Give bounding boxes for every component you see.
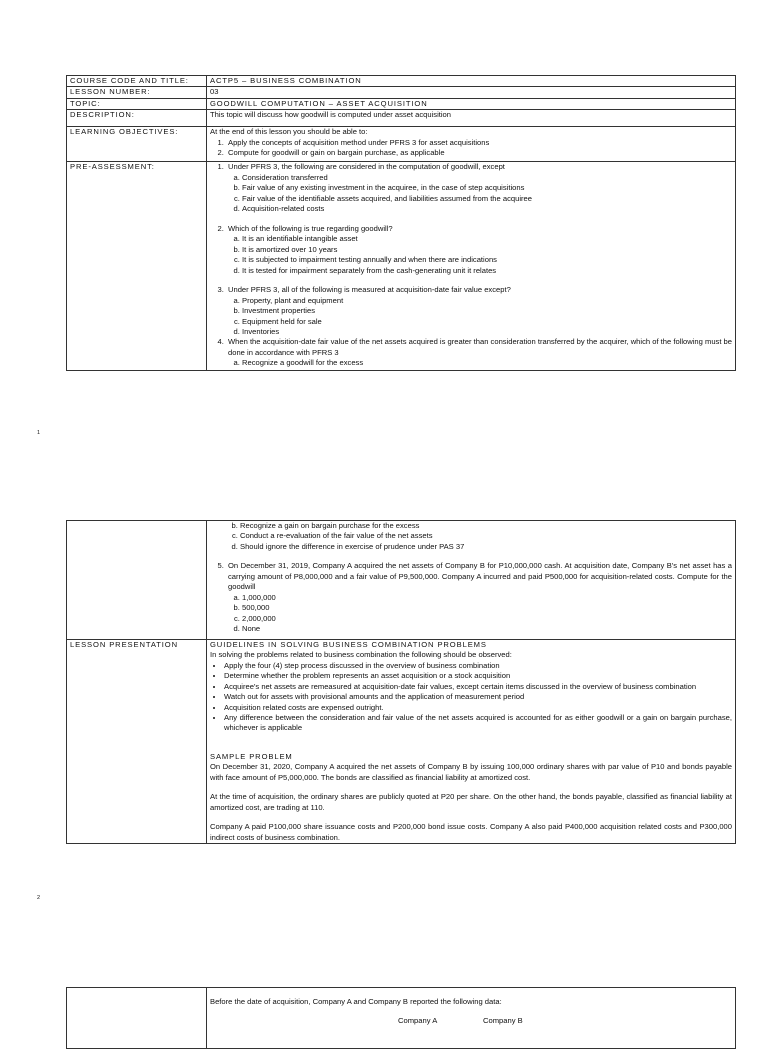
- lesson-info-table: [66, 75, 736, 371]
- question-item: [226, 285, 732, 337]
- lesson-number-value: 03: [207, 87, 736, 98]
- preassessment-continued-row: [67, 521, 736, 640]
- question-text: Under PFRS 3, all of the following is measured at acquisition-date fair value except?: [228, 285, 511, 295]
- choice-item: b. It is amortized over 10 years: [242, 245, 732, 255]
- guideline-item: • Acquisition related costs are expensed outright.: [224, 703, 732, 713]
- question-item: [226, 224, 732, 285]
- objectives-label: LEARNING OBJECTIVES:: [67, 127, 207, 162]
- choice-list: [228, 358, 732, 368]
- guidelines-list: [210, 661, 732, 734]
- question-item: [226, 561, 732, 634]
- column-header-company-b: Company B: [483, 1016, 523, 1026]
- question-text: Under PFRS 3, the following are considered in the computation of goodwill, except: [228, 162, 505, 172]
- page-number: 1: [37, 430, 41, 436]
- preassessment-questions: [210, 162, 732, 368]
- choice-item: c. It is subjected to impairment testing annually and when there are indications: [242, 255, 732, 265]
- choice-item: a. 1,000,000: [242, 593, 732, 603]
- objectives-row: [67, 127, 736, 162]
- choice-item: c. Conduct a re-evaluation of the fair value of the net assets: [240, 531, 732, 541]
- guidelines-heading: GUIDELINES IN SOLVING BUSINESS COMBINATION PROBLEMS: [210, 639, 487, 649]
- choice-item: c. 2,000,000: [242, 614, 732, 624]
- guideline-item: • Acquiree's net assets are remeasured at acquisition-date fair values, except certain items discussed in the overview of business combination: [224, 682, 732, 692]
- page-number: 2: [37, 895, 41, 901]
- choice-list: [228, 173, 732, 215]
- question-text: Which of the following is true regarding goodwill?: [228, 223, 393, 233]
- question-text: 5. On December 31, 2019, Company A acquired the net assets of Company B for P10,000,000 cash. At acquisition date, Company B's net asset has a carrying amount of P8,000,000 and a fair value of P9,500,000. Company A incurred and paid P500,000 for acquisition-related costs. Compute for the goodwill: [228, 561, 732, 592]
- lesson-presentation-label: LESSON PRESENTATION: [67, 639, 207, 844]
- choice-item: d. Acquisition-related costs: [242, 204, 732, 214]
- preassessment-questions: [210, 561, 732, 634]
- sample-paragraph: At the time of acquisition, the ordinary shares are publicly quoted at P20 per share. On the other hand, the bonds payable, classified as financial liability at amortized cost, are trading at 110.: [210, 792, 732, 812]
- course-value: ACTP5 – BUSINESS COMBINATION: [207, 76, 736, 87]
- question-text: When the acquisition-date fair value of the net assets acquired is greater than consideration transferred by the acquirer, which of the following must be done in accordance with PFRS 3: [228, 337, 733, 357]
- data-intro-row: [67, 988, 736, 1049]
- choice-item: a. Recognize a goodwill for the excess: [242, 358, 732, 368]
- choice-item: d. Inventories: [242, 327, 732, 337]
- choice-item: b. Investment properties: [242, 306, 732, 316]
- course-label: COURSE CODE AND TITLE:: [67, 76, 207, 87]
- description-row: [67, 110, 736, 127]
- lesson-number-label: LESSON NUMBER:: [67, 87, 207, 98]
- description-value: This topic will discuss how goodwill is computed under asset acquisition: [207, 110, 736, 127]
- guideline-item: • Determine whether the problem represents an asset acquisition or a stock acquisition: [224, 671, 732, 681]
- objectives-list: [210, 138, 732, 159]
- data-intro: Before the date of acquisition, Company A and Company B reported the following data:: [210, 997, 502, 1006]
- choice-list: [228, 296, 732, 338]
- guideline-item: • Watch out for assets with provisional amounts and the application of measurement period: [224, 692, 732, 702]
- choice-item: c. Equipment held for sale: [242, 317, 732, 327]
- topic-value: GOODWILL COMPUTATION – ASSET ACQUISITION: [207, 98, 736, 109]
- guideline-item: • Apply the four (4) step process discussed in the overview of business combination: [224, 661, 732, 671]
- data-table: [66, 987, 736, 1049]
- preassessment-row: [67, 162, 736, 370]
- topic-label: TOPIC:: [67, 98, 207, 109]
- choice-item: c. Fair value of the identifiable assets acquired, and liabilities assumed from the acquiree: [242, 194, 732, 204]
- question-item: [226, 337, 732, 368]
- choice-item: d. Should ignore the difference in exercise of prudence under PAS 37: [240, 542, 732, 552]
- objective-item: 1. Apply the concepts of acquisition method under PFRS 3 for asset acquisitions: [226, 138, 732, 148]
- choice-item: d. It is tested for impairment separately from the cash-generating unit it relates: [242, 266, 732, 276]
- column-header-company-a: Company A: [398, 1016, 438, 1026]
- sample-paragraph: On December 31, 2020, Company A acquired the net assets of Company B by issuing 100,000 ordinary shares with par value of P10 and bonds payable with face amount of P5,000,000. The bonds are classified as financial liability at amortized cost.: [210, 762, 732, 782]
- choice-item: a. Property, plant and equipment: [242, 296, 732, 306]
- topic-row: [67, 98, 736, 109]
- lesson-presentation-row: [67, 639, 736, 844]
- choice-item: a. Consideration transferred: [242, 173, 732, 183]
- sample-paragraph: Company A paid P100,000 share issuance costs and P200,000 bond issue costs. Company A also paid P400,000 acquisition related costs and P300,000 indirect costs of business combination.: [210, 822, 732, 842]
- guideline-item: • Any difference between the consideration and fair value of the net assets acquired is accounted for as either goodwill or a gain on bargain purchase, whichever is applicable: [224, 713, 732, 734]
- choice-list: [228, 593, 732, 635]
- choice-list: [228, 234, 732, 276]
- preassessment-label: PRE-ASSESSMENT:: [67, 162, 207, 370]
- course-row: [67, 76, 736, 87]
- sample-problem-heading: SAMPLE PROBLEM: [210, 751, 293, 761]
- choice-item: b. 500,000: [242, 603, 732, 613]
- choice-item: b. Recognize a gain on bargain purchase for the excess: [240, 521, 732, 531]
- choice-list: [210, 521, 732, 552]
- description-label: DESCRIPTION:: [67, 110, 207, 127]
- question-item: [226, 162, 732, 223]
- lesson-continued-table: [66, 520, 736, 844]
- choice-item: b. Fair value of any existing investment in the acquiree, in the case of step acquisitions: [242, 183, 732, 193]
- column-headers: [210, 1016, 732, 1026]
- lesson-number-row: [67, 87, 736, 98]
- guidelines-intro: In solving the problems related to business combination the following should be observed:: [210, 650, 512, 660]
- objectives-intro: At the end of this lesson you should be able to:: [210, 127, 368, 137]
- objective-item: 2. Compute for goodwill or gain on bargain purchase, as applicable: [226, 148, 732, 158]
- choice-item: d. None: [242, 624, 732, 634]
- choice-item: a. It is an identifiable intangible asset: [242, 234, 732, 244]
